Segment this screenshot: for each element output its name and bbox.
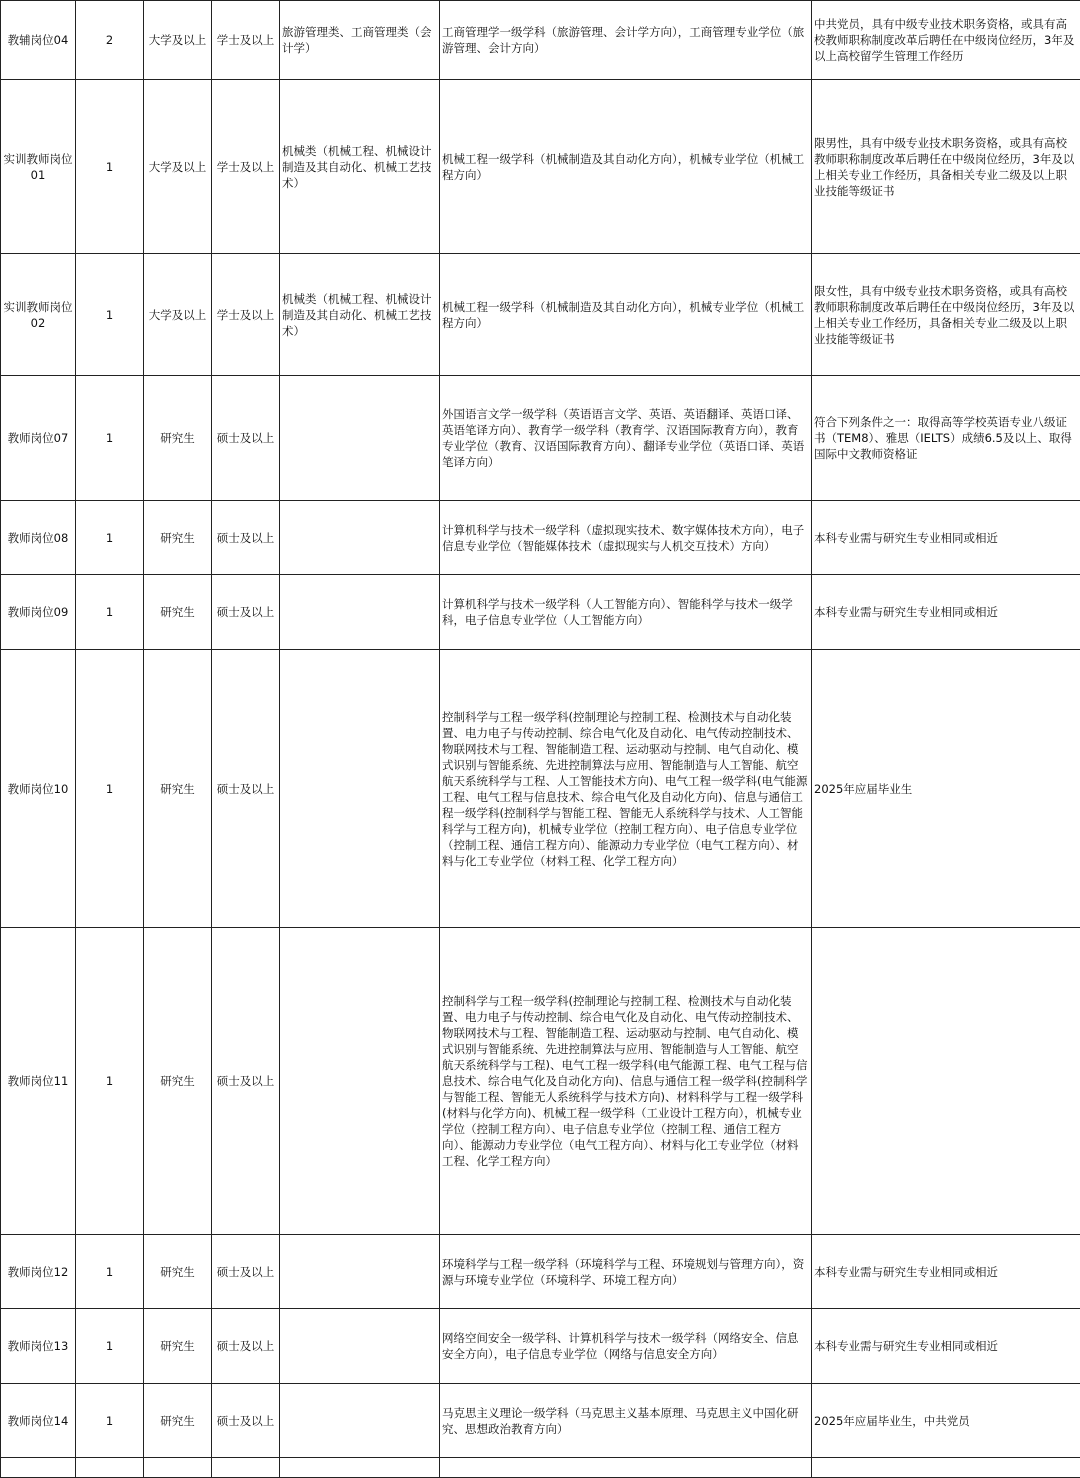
grad-major-cell: 网络空间安全一级学科、计算机科学与技术一级学科（网络安全、信息安全方向），电子信息专业学位（网络与信息安全方向） bbox=[440, 1309, 812, 1384]
empty-cell bbox=[1, 1458, 76, 1478]
post-name-cell: 教师岗位11 bbox=[1, 928, 76, 1235]
grad-major-cell: 外国语言文学一级学科（英语语言文学、英语、英语翻译、英语口译、英语笔译方向）、教育学一级学科（教育学、汉语国际教育方向），教育专业学位（教育、汉语国际教育方向）、翻译专业学位（英语口译、英语笔译方向） bbox=[440, 376, 812, 501]
other-requirements-cell: 本科专业需与研究生专业相同或相近 bbox=[812, 501, 1080, 575]
undergrad-major-cell bbox=[280, 501, 440, 575]
other-requirements-cell bbox=[812, 928, 1080, 1235]
grad-major-cell: 控制科学与工程一级学科(控制理论与控制工程、检测技术与自动化装置、电力电子与传动控制、综合电气化及自动化、电气传动控制技术、物联网技术与工程、智能制造工程、运动驱动与控制、电气自动化、模式识别与智能系统、先进控制算法与应用、智能制造与人工智能、航空航天系统科学与工程)、电气工程一级学科(电气能源工程、电气工程与信息技术、综合电气化及自动化方向)、信息与通信工程一级学科(控制科学与智能工程、智能无人系统科学与技术方向)、材料科学与工程一级学科(材料与化学方向)、机械工程一级学科（工业设计工程方向），机械专业学位（控制工程方向）、电子信息专业学位（控制工程、通信工程方向）、能源动力专业学位（电气工程方向）、材料与化工专业学位（材料工程、化学工程方向） bbox=[440, 928, 812, 1235]
grad-major-cell: 机械工程一级学科（机械制造及其自动化方向），机械专业学位（机械工程方向） bbox=[440, 254, 812, 376]
grad-major-cell: 计算机科学与技术一级学科（人工智能方向）、智能科学与技术一级学科，电子信息专业学位（人工智能方向） bbox=[440, 575, 812, 650]
post-name-cell: 实训教师岗位01 bbox=[1, 80, 76, 254]
headcount-cell: 1 bbox=[76, 650, 144, 928]
undergrad-major-cell bbox=[280, 376, 440, 501]
headcount-cell: 1 bbox=[76, 376, 144, 501]
grad-major-cell: 环境科学与工程一级学科（环境科学与工程、环境规划与管理方向），资源与环境专业学位（环境科学、环境工程方向） bbox=[440, 1235, 812, 1309]
education-cell: 研究生 bbox=[144, 575, 212, 650]
other-requirements-cell: 限女性，具有中级专业技术职务资格，或具有高校教师职称制度改革后聘任在中级岗位经历，3年及以上相关专业工作经历，具备相关专业二级及以上职业技能等级证书 bbox=[812, 254, 1080, 376]
degree-cell: 学士及以上 bbox=[212, 80, 280, 254]
empty-cell bbox=[280, 1458, 440, 1478]
other-requirements-cell: 本科专业需与研究生专业相同或相近 bbox=[812, 1235, 1080, 1309]
grad-major-cell: 机械工程一级学科（机械制造及其自动化方向），机械专业学位（机械工程方向） bbox=[440, 80, 812, 254]
other-requirements-cell: 本科专业需与研究生专业相同或相近 bbox=[812, 575, 1080, 650]
headcount-cell: 1 bbox=[76, 501, 144, 575]
other-requirements-cell: 2025年应届毕业生，中共党员 bbox=[812, 1384, 1080, 1458]
headcount-cell: 1 bbox=[76, 575, 144, 650]
undergrad-major-cell: 旅游管理类、工商管理类（会计学） bbox=[280, 1, 440, 80]
post-name-cell: 教辅岗位04 bbox=[1, 1, 76, 80]
headcount-cell: 1 bbox=[76, 928, 144, 1235]
table-row bbox=[1, 1309, 1080, 1384]
other-requirements-cell: 符合下列条件之一：取得高等学校英语专业八级证书（TEM8）、雅思（IELTS）成绩6.5及以上、取得国际中文教师资格证 bbox=[812, 376, 1080, 501]
education-cell: 大学及以上 bbox=[144, 80, 212, 254]
empty-cell bbox=[76, 1458, 144, 1478]
table-row bbox=[1, 928, 1080, 1235]
headcount-cell: 2 bbox=[76, 1, 144, 80]
undergrad-major-cell bbox=[280, 1309, 440, 1384]
degree-cell: 硕士及以上 bbox=[212, 928, 280, 1235]
table-row-partial bbox=[1, 1458, 1080, 1478]
degree-cell: 硕士及以上 bbox=[212, 1309, 280, 1384]
degree-cell: 硕士及以上 bbox=[212, 376, 280, 501]
other-requirements-cell: 限男性，具有中级专业技术职务资格，或具有高校教师职称制度改革后聘任在中级岗位经历，3年及以上相关专业工作经历，具备相关专业二级及以上职业技能等级证书 bbox=[812, 80, 1080, 254]
table-row bbox=[1, 501, 1080, 575]
other-requirements-cell: 2025年应届毕业生 bbox=[812, 650, 1080, 928]
degree-cell: 学士及以上 bbox=[212, 1, 280, 80]
other-requirements-cell: 中共党员，具有中级专业技术职务资格，或具有高校教师职称制度改革后聘任在中级岗位经历，3年及以上高校留学生管理工作经历 bbox=[812, 1, 1080, 80]
grad-major-cell: 控制科学与工程一级学科(控制理论与控制工程、检测技术与自动化装置、电力电子与传动控制、综合电气化及自动化、电气传动控制技术、物联网技术与工程、智能制造工程、运动驱动与控制、电气自动化、模式识别与智能系统、先进控制算法与应用、智能制造与人工智能、航空航天系统科学与工程、人工智能技术方向)、电气工程一级学科(电气能源工程、电气工程与信息技术、综合电气化及自动化方向)、信息与通信工程一级学科(控制科学与智能工程、智能无人系统科学与技术、人工智能科学与工程方向)，机械专业学位（控制工程方向）、电子信息专业学位（控制工程、通信工程方向）、能源动力专业学位（电气工程方向）、材料与化工专业学位（材料工程、化学工程方向） bbox=[440, 650, 812, 928]
other-requirements-cell: 本科专业需与研究生专业相同或相近 bbox=[812, 1309, 1080, 1384]
table-row bbox=[1, 1235, 1080, 1309]
undergrad-major-cell bbox=[280, 1384, 440, 1458]
grad-major-cell: 计算机科学与技术一级学科（虚拟现实技术、数字媒体技术方向），电子信息专业学位（智能媒体技术（虚拟现实与人机交互技术）方向） bbox=[440, 501, 812, 575]
undergrad-major-cell: 机械类（机械工程、机械设计制造及其自动化、机械工艺技术） bbox=[280, 80, 440, 254]
post-name-cell: 教师岗位12 bbox=[1, 1235, 76, 1309]
table-row bbox=[1, 254, 1080, 376]
degree-cell: 硕士及以上 bbox=[212, 1384, 280, 1458]
headcount-cell: 1 bbox=[76, 1384, 144, 1458]
education-cell: 研究生 bbox=[144, 1309, 212, 1384]
education-cell: 研究生 bbox=[144, 1235, 212, 1309]
headcount-cell: 1 bbox=[76, 1309, 144, 1384]
undergrad-major-cell bbox=[280, 575, 440, 650]
post-name-cell: 教师岗位08 bbox=[1, 501, 76, 575]
empty-cell bbox=[440, 1458, 812, 1478]
undergrad-major-cell: 机械类（机械工程、机械设计制造及其自动化、机械工艺技术） bbox=[280, 254, 440, 376]
table-row bbox=[1, 376, 1080, 501]
degree-cell: 硕士及以上 bbox=[212, 575, 280, 650]
empty-cell bbox=[812, 1458, 1080, 1478]
degree-cell: 硕士及以上 bbox=[212, 1235, 280, 1309]
degree-cell: 硕士及以上 bbox=[212, 501, 280, 575]
empty-cell bbox=[144, 1458, 212, 1478]
education-cell: 研究生 bbox=[144, 376, 212, 501]
post-name-cell: 教师岗位13 bbox=[1, 1309, 76, 1384]
headcount-cell: 1 bbox=[76, 80, 144, 254]
headcount-cell: 1 bbox=[76, 1235, 144, 1309]
education-cell: 研究生 bbox=[144, 650, 212, 928]
education-cell: 研究生 bbox=[144, 928, 212, 1235]
degree-cell: 硕士及以上 bbox=[212, 650, 280, 928]
table-row bbox=[1, 650, 1080, 928]
table-row bbox=[1, 1384, 1080, 1458]
grad-major-cell: 马克思主义理论一级学科（马克思主义基本原理、马克思主义中国化研究、思想政治教育方向） bbox=[440, 1384, 812, 1458]
table-row bbox=[1, 1, 1080, 80]
post-name-cell: 教师岗位07 bbox=[1, 376, 76, 501]
education-cell: 大学及以上 bbox=[144, 254, 212, 376]
post-name-cell: 教师岗位09 bbox=[1, 575, 76, 650]
undergrad-major-cell bbox=[280, 1235, 440, 1309]
education-cell: 研究生 bbox=[144, 501, 212, 575]
education-cell: 研究生 bbox=[144, 1384, 212, 1458]
undergrad-major-cell bbox=[280, 650, 440, 928]
degree-cell: 学士及以上 bbox=[212, 254, 280, 376]
undergrad-major-cell bbox=[280, 928, 440, 1235]
grad-major-cell: 工商管理学一级学科（旅游管理、会计学方向），工商管理专业学位（旅游管理、会计方向） bbox=[440, 1, 812, 80]
empty-cell bbox=[212, 1458, 280, 1478]
post-name-cell: 实训教师岗位02 bbox=[1, 254, 76, 376]
education-cell: 大学及以上 bbox=[144, 1, 212, 80]
table-row bbox=[1, 575, 1080, 650]
post-name-cell: 教师岗位14 bbox=[1, 1384, 76, 1458]
table-row bbox=[1, 80, 1080, 254]
headcount-cell: 1 bbox=[76, 254, 144, 376]
post-name-cell: 教师岗位10 bbox=[1, 650, 76, 928]
